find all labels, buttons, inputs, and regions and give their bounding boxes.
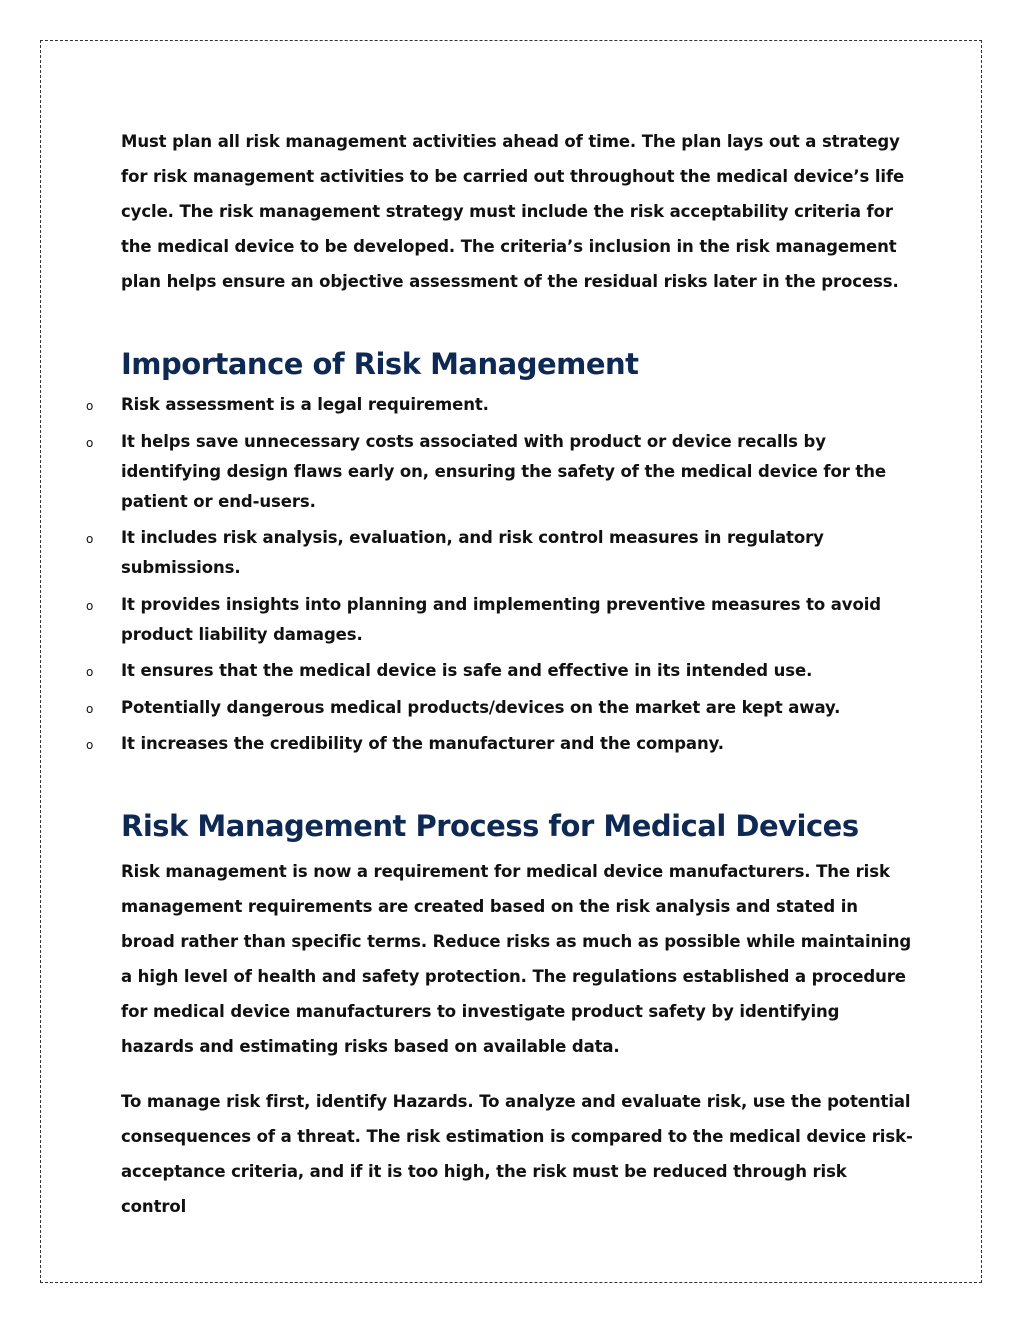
importance-list — [86, 390, 886, 766]
bullet-marker: o — [86, 738, 94, 752]
list-item-text: It ensures that the medical device is safe and effective in its intended use. — [121, 661, 813, 680]
bullet-marker: o — [86, 399, 94, 413]
process-paragraph: Risk management is now a requirement for medical device manufacturers. The risk management requirements are created based on the risk analysis and stated in broad rather than specific terms. Reduce risks as much as possible while maintaining a high level of health and safety protection. The regulations established a procedure for medical device manufacturers to investigate product safety by identifying hazards and estimating risks based on available data. — [121, 862, 912, 1056]
importance-heading: Importance of Risk Management — [121, 347, 639, 381]
list-item — [86, 523, 886, 583]
list-item — [86, 590, 886, 650]
bullet-marker: o — [86, 435, 94, 450]
process-heading: Risk Management Process for Medical Devices — [121, 809, 859, 843]
list-item-text: It includes risk analysis, evaluation, and risk control measures in regulatory submissions. — [121, 528, 824, 577]
list-item-text: Potentially dangerous medical products/devices on the market are kept away. — [121, 697, 841, 717]
list-item — [86, 656, 886, 686]
process-paragraph: To manage risk first, identify Hazards. To analyze and evaluate risk, use the potential consequences of a threat. The risk estimation is compared to the medical device risk-acceptance criteria, and if it is too high, the risk must be reduced through risk control — [121, 1092, 913, 1216]
list-item-text: Risk assessment is a legal requirement. — [121, 395, 489, 414]
list-item — [86, 693, 886, 723]
list-item — [86, 390, 886, 420]
list-item — [86, 427, 886, 517]
intro-paragraph: Must plan all risk management activities ahead of time. The plan lays out a strategy for risk management activities to be carried out throughout the medical device’s life cycle. The risk management strategy must include the risk acceptability criteria for the medical device to be developed. The criteria’s inclusion in the risk management plan helps ensure an objective assessment of the residual risks later in the process. — [121, 132, 905, 291]
list-item-text: It provides insights into planning and implementing preventive measures to avoid product liability damages. — [121, 594, 881, 644]
list-item-text: It helps save unnecessary costs associated with product or device recalls by identifying design flaws early on, ensuring the safety of the medical device for the patient or end-users. — [121, 431, 886, 511]
bullet-marker: o — [86, 665, 94, 679]
bullet-marker: o — [86, 598, 94, 613]
bullet-marker: o — [86, 532, 94, 546]
bullet-marker: o — [86, 701, 94, 716]
list-item — [86, 729, 886, 759]
list-item-text: It increases the credibility of the manufacturer and the company. — [121, 734, 724, 753]
